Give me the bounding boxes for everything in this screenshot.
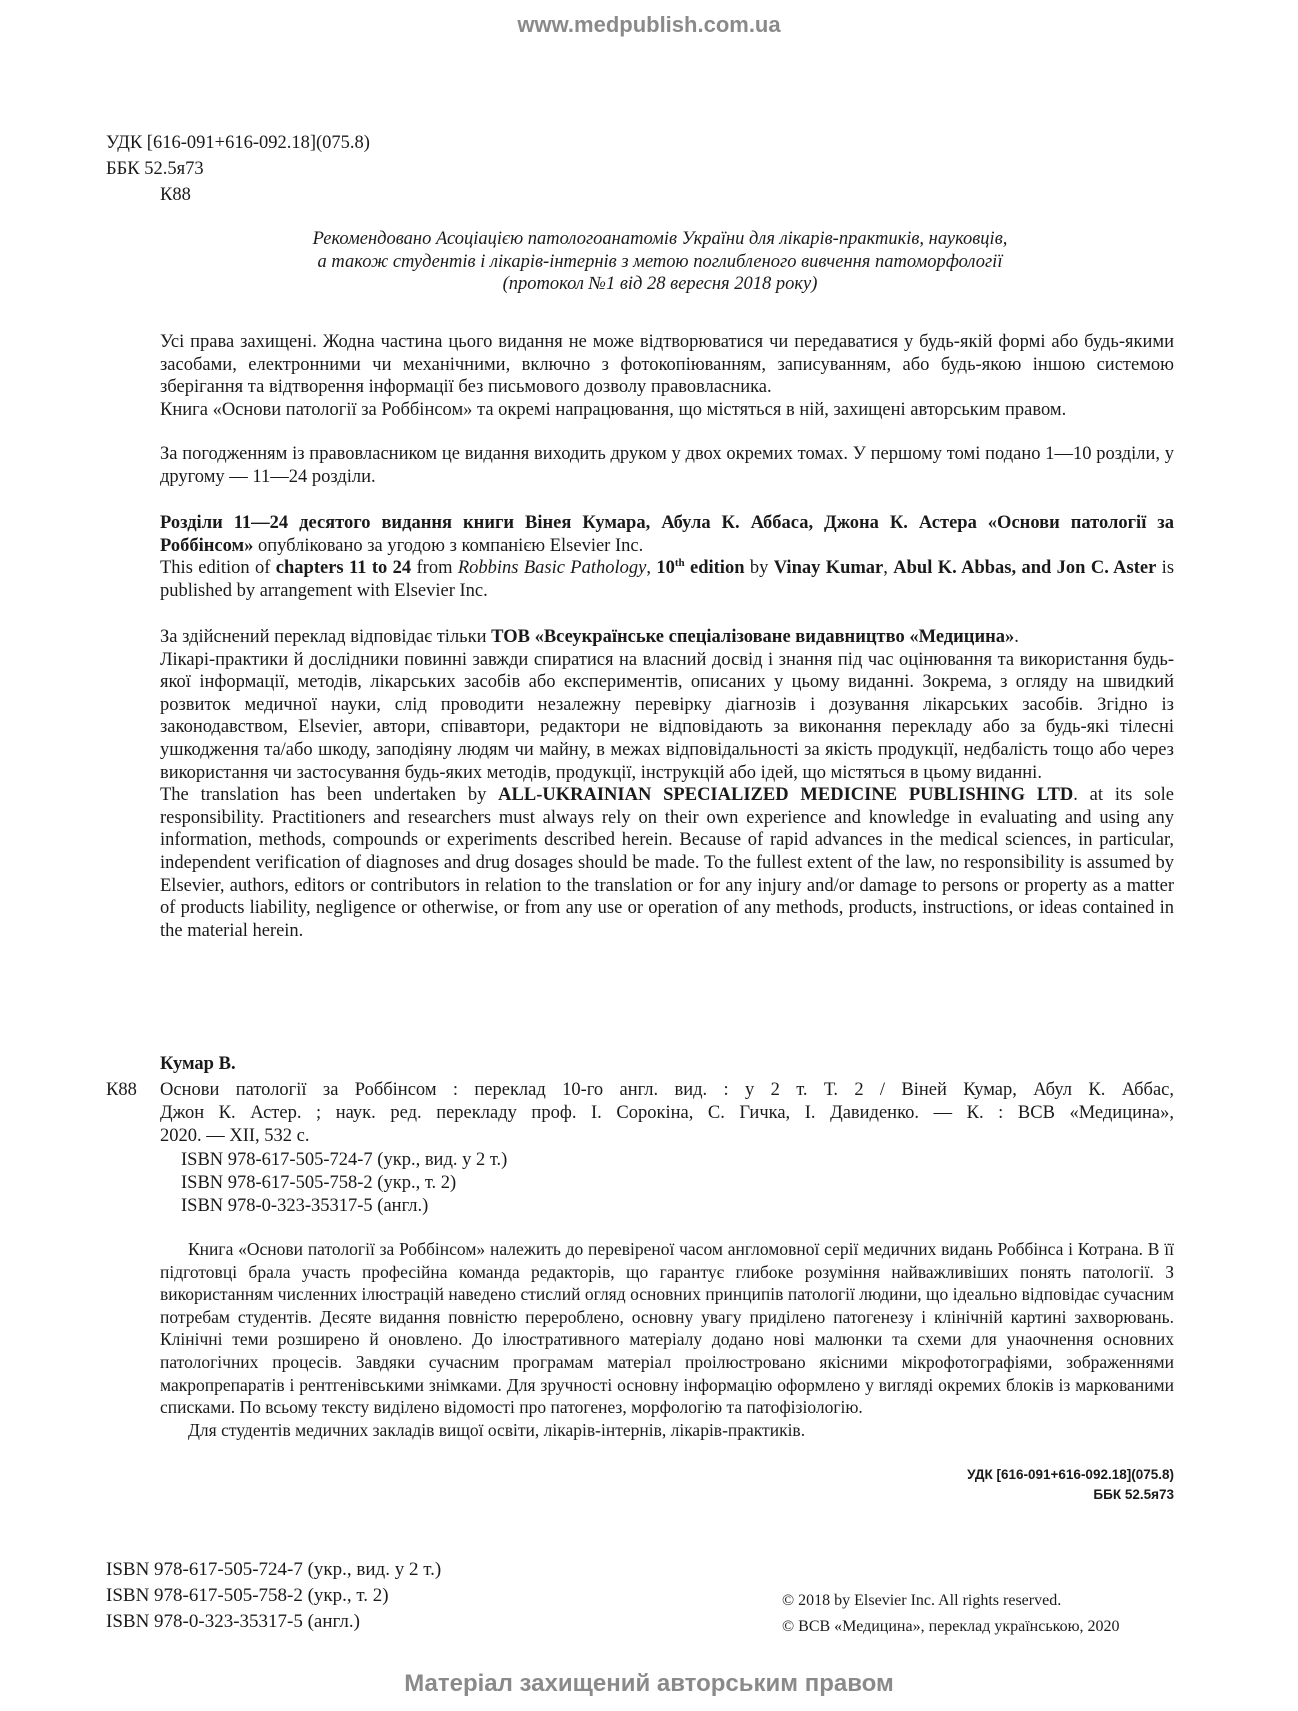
rights-paragraph: Усі права захищені. Жодна частина цього видання не може відтворюватися чи передаватися у будь-якій формі або будь-якими засобами, електронними чи механічними, включно з фотокопіюванням, записуванням, або будь-якою іншою системою зберігання та відтворення інформації без письмового дозволу правовласника. xyxy=(160,332,1174,398)
watermark-url: www.medpublish.com.ua xyxy=(517,12,781,37)
responsibility-en xyxy=(160,784,1174,942)
volumes-paragraph: За погодженням із правовласником це видання виходить друком у двох окремих томах. У першому томі подано 1—10 розділи, у другому — 11—24 розділи. xyxy=(160,444,1174,487)
catalog-line-2: Джон К. Астер. ; наук. ред. перекладу проф. І. Сорокіна, С. Гичка, І. Давиденко. — К. : ВСВ «Медицина», xyxy=(160,1103,1174,1123)
recommendation-line-2: а також студентів і лікарів-інтернів з метою поглибленого вивчення патоморфології xyxy=(317,251,1003,272)
publisher-name-en: ALL-UKRAINIAN SPECIALIZED MEDICINE PUBLISHING LTD xyxy=(498,785,1074,806)
edition-suffix: th xyxy=(674,557,685,570)
annotation-audience: Для студентів медичних закладів вищої освіти, лікарів-інтернів, лікарів-практиків. xyxy=(188,1419,806,1440)
arrangement-en-chapters: chapters 11 to 24 xyxy=(275,558,412,579)
arrangement-ua-rest: опубліковано за угодою з компанією Elsevier Inc. xyxy=(253,535,644,556)
footer-codes xyxy=(760,1465,1174,1505)
arrangement-en-authors: Abul K. Abbas, and Jon C. Aster xyxy=(893,558,1157,579)
copyright-elsevier: © 2018 by Elsevier Inc. All rights reserved. xyxy=(782,1592,1062,1609)
recommendation xyxy=(180,228,1140,296)
arrangement-en-text: from xyxy=(411,558,458,579)
annotation xyxy=(160,1238,1174,1441)
bottom-isbn-3: ISBN 978-0-323-35317-5 (англ.) xyxy=(106,1611,360,1632)
catalog-isbn-1: ISBN 978-617-505-724-7 (укр., вид. у 2 т.) xyxy=(181,1150,508,1170)
arrangement-notice xyxy=(160,512,1174,602)
recommendation-line-3: (протокол №1 від 28 вересня 2018 року) xyxy=(502,274,818,295)
responsibility-ua-body: Лікарі-практики й дослідники повинні завжди спиратися на власний досвід і знання під час оцінювання та використання будь-якої інформації, методів, лікарських засобів або експериментів, описаних у цьому виданні. Зокрема, з огляду на швидкий розвиток медичної науки, слід проводити незалежну перевірку діагнозів і дозування лікарських засобів. Згідно із законодавством, Elsevier, автори, співавтори, редактори не відповідають за виконання перекладу або за будь-які тілесні ушкодження та/або шкоду, заподіяну людям чи майну, в межах відповідальності за якість продукції, недбалість тощо або через використання чи застосування будь-яких методів, продукції, інструкцій або ідей, що містяться в цьому виданні. xyxy=(160,649,1174,783)
edition-number: 10 xyxy=(656,558,675,579)
watermark-copyright: Матеріал захищений авторським правом xyxy=(404,1670,894,1697)
catalog-author: Кумар В. xyxy=(160,1054,236,1074)
arrangement-en-edition xyxy=(656,558,744,578)
arrangement-en-author: Vinay Kumar xyxy=(773,558,884,579)
catalog-mark: К88 xyxy=(106,1080,137,1100)
catalog-isbn-3: ISBN 978-0-323-35317-5 (англ.) xyxy=(181,1196,429,1216)
publisher-name-ua: ТОВ «Всеукраїнське спеціалізоване видавництво «Медицина» xyxy=(491,627,1015,647)
arrangement-en-text: by xyxy=(744,558,774,579)
volumes-notice xyxy=(160,443,1174,488)
bbk-code: ББК 52.5я73 xyxy=(106,159,204,179)
arrangement-en-text: is published by arrangement with Elsevier Inc. xyxy=(160,558,1175,601)
copyright-medicine: © ВСВ «Медицина», переклад українською, 2020 xyxy=(782,1618,1120,1635)
arrangement-en-text: This edition of xyxy=(160,558,276,579)
catalog-line-1: Основи патології за Роббінсом : переклад 10-го англ. вид. : у 2 т. Т. 2 / Віней Кумар, Абул К. Аббас, xyxy=(160,1080,1174,1100)
arrangement-en-text: , xyxy=(883,558,894,579)
author-mark: К88 xyxy=(160,185,191,205)
annotation-paragraph: Книга «Основи патології за Роббінсом» належить до перевіреної часом англомовної серії медичних видань Роббінса і Котрана. В її підготовці брала участь професійна команда редакторів, що гарантує глибоке розуміння найважливіших понять патології. З використанням численних ілюстрацій наведено стислий огляд основних принципів патології людини, що ідеально відповідає сучасним потребам студентів. Десяте видання повністю перероблено, основну увагу приділено патогенезу і клінічній картині захворювань. Клінічні теми розширено й оновлено. До ілюстративного матеріалу додано нові малюнки та схеми для унаочнення основних патологічних процесів. Завдяки сучасним програмам матеріал проілюстровано якісними мікрофотографіями, зображеннями макропрепаратів і рентгенівськими знімками. Для зручності основну інформацію оформлено у вигляді окремих блоків із маркованими списками. По всьому тексту виділено відомості про патогенез, морфологію та патофізіологію. xyxy=(160,1239,1174,1418)
responsibility-ua-lead xyxy=(160,626,1174,649)
arrangement-en-text: , xyxy=(646,558,657,579)
responsibility-ua-text: За здійснений переклад відповідає тільки xyxy=(160,627,492,647)
arrangement-ua xyxy=(160,512,1174,557)
catalog-isbn-2: ISBN 978-617-505-758-2 (укр., т. 2) xyxy=(181,1173,457,1193)
footer-udk: УДК [616-091+616-092.18](075.8) xyxy=(967,1467,1174,1482)
arrangement-ua-bold: Розділи 11—24 десятого видання книги Вінея Кумара, Абула К. Аббаса, Джона К. Астера «Основи патології за Роббінсом» xyxy=(160,513,1174,556)
catalog-line-3: 2020. — XII, 532 с. xyxy=(160,1126,310,1146)
arrangement-en-title: Robbins Basic Pathology xyxy=(457,558,647,579)
edition-word: edition xyxy=(684,558,745,579)
responsibility-ua-text: . xyxy=(1014,627,1019,647)
responsibility-en-text: The translation has been undertaken by xyxy=(160,785,499,806)
footer-bbk: ББК 52.5я73 xyxy=(1093,1487,1174,1502)
udk-code: УДК [616-091+616-092.18](075.8) xyxy=(106,133,370,153)
responsibility-notice xyxy=(160,626,1174,942)
responsibility-en-text: . at its sole responsibility. Practitioners and researchers must always rely on their own experience and knowledge in evaluating and using any information, methods, compounds or experiments described herein. Because of rapid advances in the medical sciences, in particular, independent verification of diagnoses and drug dosages should be made. To the fullest extent of the law, no responsibility is assumed by Elsevier, authors, editors or contributors in relation to the translation or for any injury and/or damage to persons or property as a matter of products liability, negligence or otherwise, or from any use or operation of any methods, products, instructions, or ideas contained in the material herein. xyxy=(160,785,1174,941)
rights-notice xyxy=(160,331,1174,421)
bottom-isbn-2: ISBN 978-617-505-758-2 (укр., т. 2) xyxy=(106,1585,389,1606)
copyright-block xyxy=(782,1588,1120,1640)
recommendation-line-1: Рекомендовано Асоціацією патологоанатомів України для лікарів-практиків, науковців, xyxy=(312,229,1008,249)
copyright-paragraph: Книга «Основи патології за Роббінсом» та окремі напрацювання, що містяться в ній, захищені авторським правом. xyxy=(160,399,1067,420)
bottom-isbn-1: ISBN 978-617-505-724-7 (укр., вид. у 2 т.) xyxy=(106,1559,442,1580)
arrangement-en xyxy=(160,557,1174,602)
